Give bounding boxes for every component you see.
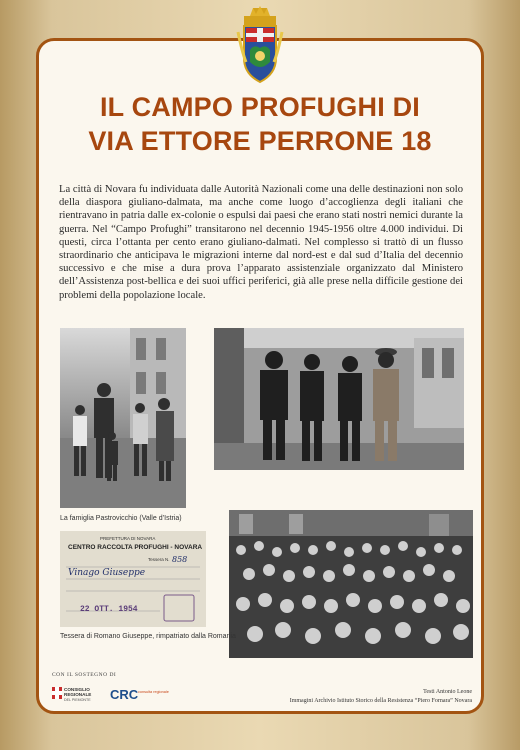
novara-coat-of-arms-icon [236,2,284,86]
family-photo-caption: La famiglia Pastrovicchio (Valle d’Istria) [60,515,182,522]
card-number: 858 [172,555,188,564]
refugee-card-photo [60,531,206,627]
consiglio-line-1: CONSIGLIO [64,687,90,692]
card-number-label: Tessera N. [148,557,170,562]
family-photo [60,328,186,508]
credits-texts: Testi Antonio Leone [423,689,472,695]
officials-photo [214,328,464,470]
card-photo-caption: Tessera di Romano Giuseppe, rimpatriato dalla Romania [60,633,236,640]
card-header-prefecture: PREFETTURA DI NOVARA [100,536,156,541]
page-title [46,90,474,158]
title-line-1: IL CAMPO PROFUGHI DI [99,92,420,122]
credits [290,688,472,706]
crc-logo-text: CRC [110,687,139,702]
card-holder-name: Vinago Giuseppe [68,568,146,578]
card-date-stamp: 22 OTT. 1954 [80,605,138,614]
sponsor-label: CON IL SOSTEGNO DI [52,672,117,678]
consiglio-line-2: REGIONALE [64,692,92,697]
credits-images: Immagini Archivio Istituto Storico della Resistenza “Piero Fornara” Novara [289,698,472,704]
sponsor-logos [52,683,192,707]
crc-subtitle: consulta regionale [138,690,169,694]
consiglio-line-3: DEL PIEMONTE [64,698,91,702]
refugee-group-photo [229,510,473,658]
card-header-center: CENTRO RACCOLTA PROFUGHI - NOVARA [68,544,203,551]
title-line-2: VIA ETTORE PERRONE 18 [88,126,432,156]
body-paragraph: La città di Novara fu individuata dalle Autorità Nazionali come una delle destinazioni non solo della diaspora giuliano-dalmata, ma anche come luogo d’accoglienza degli italiani che rientravano in patria dalle ex-colonie o espulsi dai paesi che erano stati nostri nemici durante la guerra. Nel “Campo Profughi” transitarono nel decennio 1945-1956 oltre 4.000 individui. Di questi, circa l’ottanta per cento erano giuliano-dalmati. Nel complesso si trattò di un flusso straordinario che anticipava le migrazioni interne dal nord-est e dal sud d’Italia del decennio successivo e che mise a dura prova l’apparato assistenziale organizzato dal Ministero dell’Assistenza post-bellica e dei suoi uffici periferici, già alle prese nella difficile gestione dei problemi della popolazione locale. [59,184,463,301]
